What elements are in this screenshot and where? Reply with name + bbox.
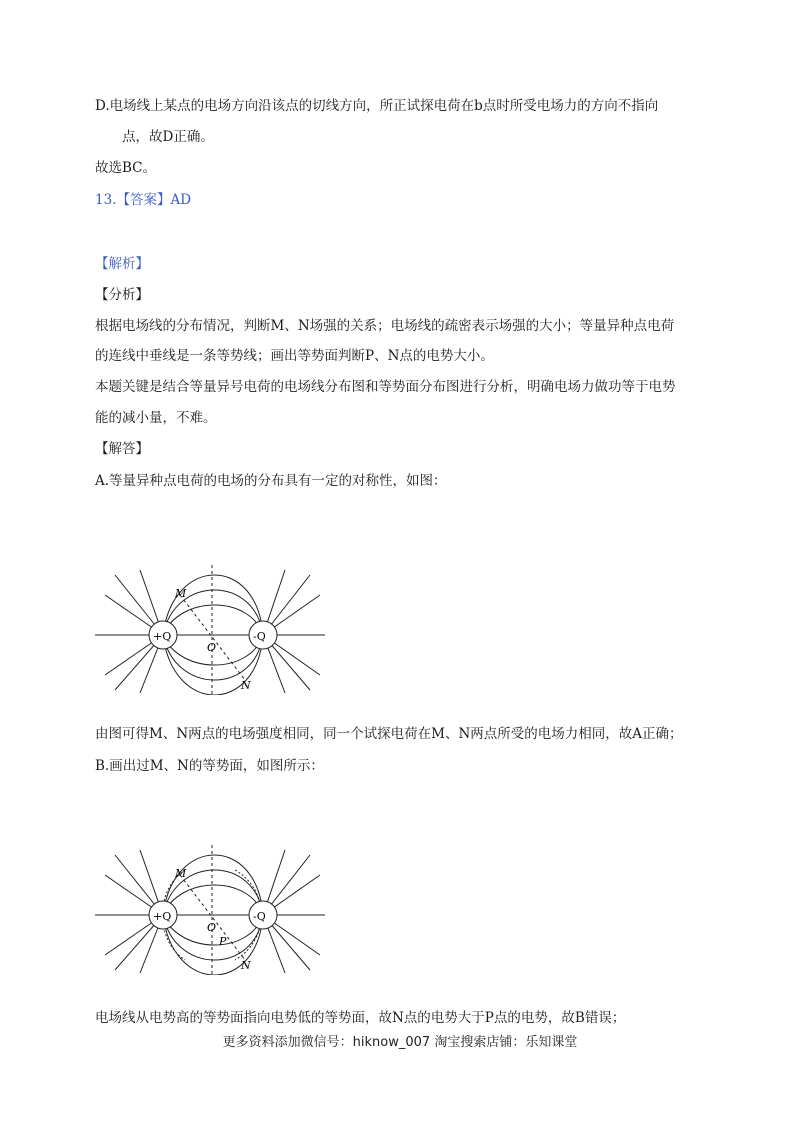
- point-o-label: O: [207, 921, 217, 934]
- analysis-line1: 根据电场线的分布情况，判断M、N场强的关系；电场线的疏密表示场强的大小；等量异种点电荷: [95, 318, 675, 334]
- section-fenxi: 【分析】: [95, 287, 149, 303]
- conclusion-a: 由图可得M、N两点的电场强度相同，同一个试探电荷在M、N两点所受的电场力相同，故A正确；: [95, 726, 683, 742]
- page-footer: 更多资料添加微信号：hiknow_007 淘宝搜索店铺：乐知课堂: [222, 1035, 578, 1050]
- option-b-text: B.画出过M、N的等势面，如图所示：: [95, 758, 324, 774]
- option-a-text: A.等量异种点电荷的电场的分布具有一定的对称性，如图：: [95, 473, 447, 489]
- conclusion-b: 电场线从电势高的等势面指向电势低的等势面，故N点的电势大于P点的电势，故B错误；: [95, 1010, 626, 1026]
- key-point-line1: 本题关键是结合等量异号电荷的电场线分布图和等势面分布图进行分析，明确电场力做功等于电势: [95, 379, 676, 395]
- analysis-line2: 的连线中垂线是一条等势线；画出等势面判断P、N点的电势大小。: [95, 348, 494, 364]
- positive-charge-label: +Q: [153, 910, 172, 923]
- field-line-figure-1: [95, 565, 325, 695]
- negative-charge-label: -Q: [253, 630, 266, 643]
- field-line-diagram: [95, 565, 325, 695]
- question-13-answer: 13.【答案】AD: [95, 192, 192, 208]
- point-p-label: P: [219, 935, 227, 948]
- option-d-line1: D.电场线上某点的电场方向沿该点的切线方向，所正试探电荷在b点时所受电场力的方向不指向: [95, 98, 659, 114]
- point-m-label: M: [175, 587, 187, 600]
- point-n-label: N: [241, 959, 251, 972]
- section-jiexi: 【解析】: [95, 256, 149, 272]
- point-m-label: M: [175, 867, 187, 880]
- field-line-figure-2: [95, 845, 325, 975]
- choose-answer: 故选BC。: [95, 160, 157, 176]
- point-n-label: N: [241, 679, 251, 692]
- point-o-label: O: [207, 641, 217, 654]
- equipotential-diagram: [95, 845, 325, 975]
- negative-charge-label: -Q: [253, 910, 266, 923]
- section-jieda: 【解答】: [95, 441, 149, 457]
- key-point-line2: 能的减小量，不难。: [95, 410, 217, 426]
- positive-charge-label: +Q: [153, 630, 172, 643]
- option-d-line2: 点，故D正确。: [122, 129, 214, 145]
